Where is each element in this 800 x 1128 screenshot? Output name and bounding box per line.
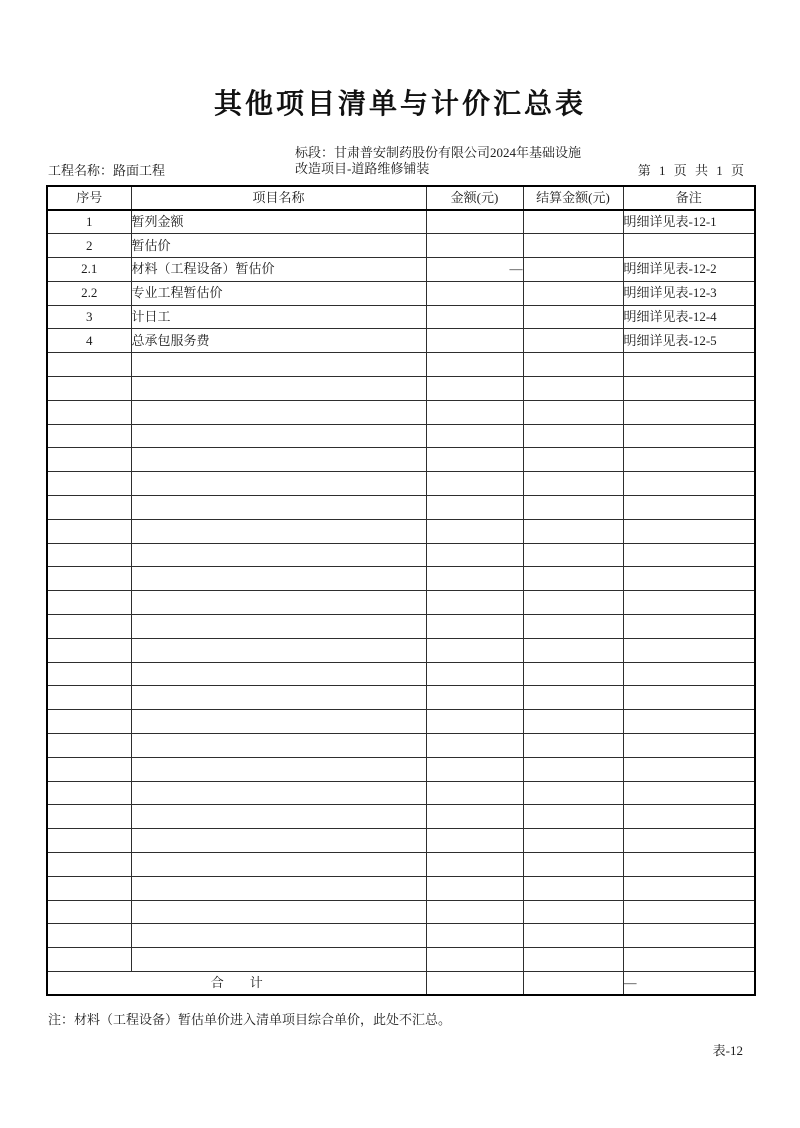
empty-cell [47, 638, 131, 662]
empty-row [47, 734, 755, 758]
empty-cell [426, 662, 523, 686]
empty-cell [426, 638, 523, 662]
cell-amount [426, 329, 523, 353]
empty-row [47, 400, 755, 424]
empty-cell [47, 543, 131, 567]
cell-remark: 明细详见表-12-1 [623, 210, 755, 234]
empty-cell [426, 710, 523, 734]
cell-no: 4 [47, 329, 131, 353]
empty-cell [523, 615, 623, 639]
table-body [47, 210, 755, 972]
empty-cell [131, 900, 426, 924]
empty-row [47, 710, 755, 734]
empty-cell [623, 519, 755, 543]
empty-cell [131, 400, 426, 424]
empty-cell [523, 448, 623, 472]
empty-cell [523, 591, 623, 615]
empty-cell [47, 496, 131, 520]
empty-cell [623, 448, 755, 472]
empty-cell [623, 400, 755, 424]
cell-amount [426, 234, 523, 258]
empty-cell [523, 829, 623, 853]
empty-cell [47, 829, 131, 853]
empty-cell [426, 496, 523, 520]
section-line-1: 标段：甘肃普安制药股份有限公司2024年基础设施 [295, 145, 582, 160]
empty-cell [426, 781, 523, 805]
cell-name: 总承包服务费 [131, 329, 426, 353]
empty-cell [426, 805, 523, 829]
cell-no: 2 [47, 234, 131, 258]
header-cell-remark: 备注 [623, 186, 755, 210]
empty-cell [623, 876, 755, 900]
empty-cell [623, 734, 755, 758]
empty-row [47, 757, 755, 781]
empty-cell [47, 734, 131, 758]
table-header-row [47, 186, 755, 210]
empty-cell [623, 615, 755, 639]
cell-amount [426, 305, 523, 329]
empty-cell [47, 567, 131, 591]
empty-cell [623, 710, 755, 734]
empty-cell [523, 686, 623, 710]
empty-cell [623, 377, 755, 401]
empty-cell [426, 472, 523, 496]
empty-row [47, 853, 755, 877]
empty-cell [623, 662, 755, 686]
empty-cell [131, 781, 426, 805]
cell-settle [523, 234, 623, 258]
empty-cell [47, 900, 131, 924]
empty-cell [623, 353, 755, 377]
empty-cell [426, 924, 523, 948]
header-cell-settle: 结算金额(元) [523, 186, 623, 210]
empty-row [47, 472, 755, 496]
cell-amount [426, 281, 523, 305]
empty-cell [623, 567, 755, 591]
empty-cell [131, 591, 426, 615]
empty-cell [47, 853, 131, 877]
empty-cell [131, 377, 426, 401]
empty-cell [47, 710, 131, 734]
section-line-2: 改造项目-道路维修铺装 [295, 160, 430, 176]
empty-row [47, 424, 755, 448]
cell-remark [623, 234, 755, 258]
empty-cell [47, 472, 131, 496]
cell-settle [523, 210, 623, 234]
empty-cell [426, 519, 523, 543]
table-row [47, 329, 755, 353]
empty-row [47, 781, 755, 805]
cell-amount: — [426, 258, 523, 282]
empty-row [47, 948, 755, 972]
total-settlement-cell [523, 972, 623, 996]
empty-cell [623, 591, 755, 615]
empty-row [47, 543, 755, 567]
cell-no: 1 [47, 210, 131, 234]
empty-cell [426, 829, 523, 853]
empty-row [47, 591, 755, 615]
empty-cell [623, 829, 755, 853]
empty-cell [131, 353, 426, 377]
empty-cell [623, 948, 755, 972]
cell-settle [523, 281, 623, 305]
empty-row [47, 615, 755, 639]
empty-cell [623, 686, 755, 710]
total-remark-cell: — [623, 972, 755, 996]
cell-name: 材料（工程设备）暂估价 [131, 258, 426, 282]
empty-cell [426, 424, 523, 448]
empty-cell [47, 948, 131, 972]
empty-cell [523, 948, 623, 972]
empty-cell [426, 567, 523, 591]
empty-row [47, 496, 755, 520]
empty-cell [47, 424, 131, 448]
empty-cell [131, 876, 426, 900]
empty-cell [47, 400, 131, 424]
empty-cell [426, 853, 523, 877]
empty-cell [426, 876, 523, 900]
empty-cell [523, 638, 623, 662]
empty-cell [523, 853, 623, 877]
empty-cell [623, 543, 755, 567]
empty-cell [426, 591, 523, 615]
cell-name: 暂估价 [131, 234, 426, 258]
empty-cell [131, 948, 426, 972]
empty-cell [131, 472, 426, 496]
empty-cell [523, 757, 623, 781]
empty-cell [426, 757, 523, 781]
cell-no: 3 [47, 305, 131, 329]
empty-row [47, 686, 755, 710]
empty-cell [47, 805, 131, 829]
cell-no: 2.2 [47, 281, 131, 305]
empty-cell [47, 757, 131, 781]
empty-row [47, 662, 755, 686]
empty-cell [131, 662, 426, 686]
empty-cell [523, 424, 623, 448]
project-name-label: 工程名称：路面工程 [48, 163, 166, 178]
header-cell-amount: 金额(元) [426, 186, 523, 210]
empty-row [47, 805, 755, 829]
empty-cell [47, 615, 131, 639]
cell-settle [523, 305, 623, 329]
table-note: 注：材料（工程设备）暂估单价进入清单项目综合单价，此处不汇总。 [48, 1012, 452, 1027]
empty-cell [426, 400, 523, 424]
empty-cell [131, 448, 426, 472]
empty-row [47, 567, 755, 591]
empty-cell [47, 924, 131, 948]
section-label [295, 145, 581, 176]
table-row [47, 234, 755, 258]
table-row [47, 281, 755, 305]
empty-cell [523, 876, 623, 900]
empty-cell [426, 686, 523, 710]
empty-cell [523, 567, 623, 591]
empty-row [47, 638, 755, 662]
total-label-cell: 合 计 [47, 972, 426, 996]
empty-row [47, 829, 755, 853]
summary-table [46, 185, 756, 996]
empty-cell [426, 615, 523, 639]
empty-cell [426, 377, 523, 401]
empty-cell [523, 496, 623, 520]
empty-cell [426, 543, 523, 567]
empty-row [47, 519, 755, 543]
empty-cell [523, 924, 623, 948]
header-cell-name: 项目名称 [131, 186, 426, 210]
empty-cell [623, 757, 755, 781]
empty-cell [47, 686, 131, 710]
empty-row [47, 448, 755, 472]
empty-cell [131, 853, 426, 877]
empty-cell [131, 805, 426, 829]
empty-cell [47, 377, 131, 401]
empty-cell [131, 519, 426, 543]
empty-row [47, 353, 755, 377]
total-amount-cell [426, 972, 523, 996]
empty-cell [47, 591, 131, 615]
empty-cell [131, 924, 426, 948]
empty-cell [47, 353, 131, 377]
empty-cell [523, 662, 623, 686]
empty-cell [523, 519, 623, 543]
empty-cell [131, 710, 426, 734]
empty-cell [523, 543, 623, 567]
cell-name: 专业工程暂估价 [131, 281, 426, 305]
empty-cell [623, 924, 755, 948]
cell-settle [523, 329, 623, 353]
empty-cell [131, 757, 426, 781]
empty-cell [47, 662, 131, 686]
empty-cell [523, 781, 623, 805]
table-row [47, 258, 755, 282]
empty-cell [623, 424, 755, 448]
table-row [47, 210, 755, 234]
empty-row [47, 900, 755, 924]
table-ref-label: 表-12 [712, 1043, 743, 1058]
cell-settle [523, 258, 623, 282]
empty-cell [131, 829, 426, 853]
empty-cell [131, 638, 426, 662]
empty-cell [426, 900, 523, 924]
empty-cell [623, 496, 755, 520]
page-number-label: 第 1 页 共 1 页 [637, 163, 744, 178]
empty-cell [523, 472, 623, 496]
empty-cell [131, 496, 426, 520]
empty-cell [131, 686, 426, 710]
empty-cell [47, 876, 131, 900]
empty-cell [426, 353, 523, 377]
empty-cell [523, 734, 623, 758]
cell-no: 2.1 [47, 258, 131, 282]
total-row [47, 972, 755, 996]
empty-cell [426, 448, 523, 472]
empty-cell [523, 805, 623, 829]
empty-cell [131, 543, 426, 567]
empty-cell [623, 638, 755, 662]
empty-cell [131, 615, 426, 639]
page-title: 其他项目清单与计价汇总表 [213, 89, 586, 120]
empty-cell [47, 448, 131, 472]
cell-remark: 明细详见表-12-4 [623, 305, 755, 329]
empty-cell [623, 781, 755, 805]
empty-cell [426, 948, 523, 972]
empty-cell [523, 710, 623, 734]
empty-cell [623, 900, 755, 924]
cell-name: 暂列金额 [131, 210, 426, 234]
empty-cell [523, 900, 623, 924]
cell-name: 计日工 [131, 305, 426, 329]
empty-row [47, 377, 755, 401]
empty-cell [47, 519, 131, 543]
empty-cell [523, 353, 623, 377]
empty-cell [523, 400, 623, 424]
empty-cell [623, 853, 755, 877]
empty-row [47, 876, 755, 900]
empty-row [47, 924, 755, 948]
empty-cell [426, 734, 523, 758]
header-cell-no: 序号 [47, 186, 131, 210]
cell-remark: 明细详见表-12-5 [623, 329, 755, 353]
cell-amount [426, 210, 523, 234]
empty-cell [131, 424, 426, 448]
empty-cell [131, 567, 426, 591]
empty-cell [47, 781, 131, 805]
table-row [47, 305, 755, 329]
empty-cell [623, 472, 755, 496]
cell-remark: 明细详见表-12-3 [623, 281, 755, 305]
empty-cell [131, 734, 426, 758]
empty-cell [623, 805, 755, 829]
cell-remark: 明细详见表-12-2 [623, 258, 755, 282]
empty-cell [523, 377, 623, 401]
